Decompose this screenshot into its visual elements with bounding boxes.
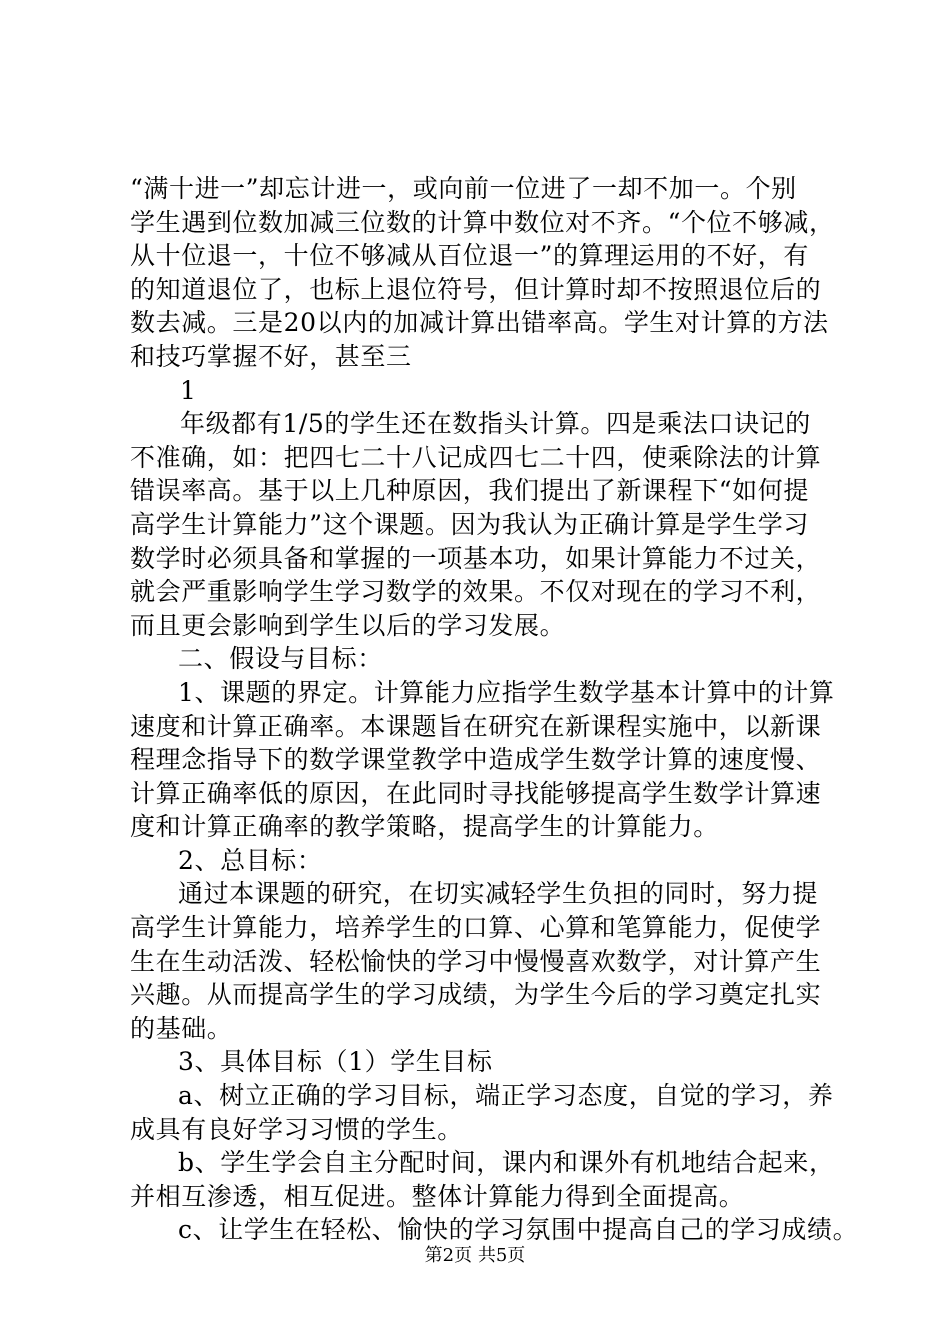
text-line: 和技巧掌握不好，甚至三 xyxy=(130,341,412,371)
text-line: 1、课题的界定。计算能力应指学生数学基本计算中的计算 xyxy=(178,677,835,707)
text-line: 计算正确率低的原因，在此同时寻找能够提高学生数学计算速 xyxy=(130,778,822,808)
text-line: 生在生动活泼、轻松愉快的学习中慢慢喜欢数学，对计算产生 xyxy=(130,946,822,976)
text-line: c、让学生在轻松、愉快的学习氛围中提高自己的学习成绩。 xyxy=(178,1215,859,1245)
text-line: 高学生计算能力，培养学生的口算、心算和笔算能力，促使学 xyxy=(130,913,822,943)
text-line: 程理念指导下的数学课堂教学中造成学生数学计算的速度慢、 xyxy=(130,745,822,775)
text-line: 速度和计算正确率。本课题旨在研究在新课程实施中，以新课 xyxy=(130,711,822,741)
text-line: 度和计算正确率的教学策略，提高学生的计算能力。 xyxy=(130,812,719,842)
text-line: 数学时必须具备和掌握的一项基本功，如果计算能力不过关， xyxy=(130,543,822,573)
text-line: 而且更会影响到学生以后的学习发展。 xyxy=(130,610,566,640)
text-line: 从十位退一，十位不够减从百位退一”的算理运用的不好，有 xyxy=(130,241,809,271)
text-line: 就会严重影响学生学习数学的效果。不仅对现在的学习不利， xyxy=(130,577,822,607)
text-line: “满十进一”却忘计进一，或向前一位进了一却不加一。个别 xyxy=(130,174,797,203)
text-line: 年级都有1/5的学生还在数指头计算。四是乘法口诀记的 xyxy=(180,409,811,439)
text-line: 的知道退位了，也标上退位符号，但计算时却不按照退位后的 xyxy=(130,274,822,304)
text-line: 兴趣。从而提高学生的学习成绩，为学生今后的学习奠定扎实 xyxy=(130,980,822,1010)
text-line: 通过本课题的研究，在切实减轻学生负担的同时，努力提 xyxy=(178,879,819,909)
text-line: 不准确，如：把四七二十八记成四七二十四，使乘除法的计算 xyxy=(130,442,822,472)
text-line: 学生遇到位数加减三位数的计算中数位对不齐。“个位不够减， xyxy=(130,207,835,237)
section-heading: 2、总目标： xyxy=(178,845,323,875)
text-line: 并相互渗透，相互促进。整体计算能力得到全面提高。 xyxy=(130,1181,745,1211)
text-line: 错误率高。基于以上几种原因，我们提出了新课程下“如何提 xyxy=(130,476,809,506)
section-heading: 3、具体目标（1）学生目标 xyxy=(178,1047,493,1077)
text-line: 成具有良好学习习惯的学生。 xyxy=(130,1114,463,1144)
text-line: b、学生学会自主分配时间，课内和课外有机地结合起来， xyxy=(178,1148,835,1178)
document-body xyxy=(130,172,859,1247)
text-line: 数去减。三是20以内的加减计算出错率高。学生对计算的方法 xyxy=(130,308,829,338)
page-number-marker: 1 xyxy=(180,375,197,405)
page-footer: 第2页 共5页 xyxy=(424,1245,526,1266)
text-line: a、树立正确的学习目标，端正学习态度，自觉的学习，养 xyxy=(178,1081,834,1111)
section-heading: 二、假设与目标： xyxy=(178,644,383,674)
text-line: 的基础。 xyxy=(130,1013,233,1043)
text-line: 高学生计算能力”这个课题。因为我认为正确计算是学生学习 xyxy=(130,509,809,539)
